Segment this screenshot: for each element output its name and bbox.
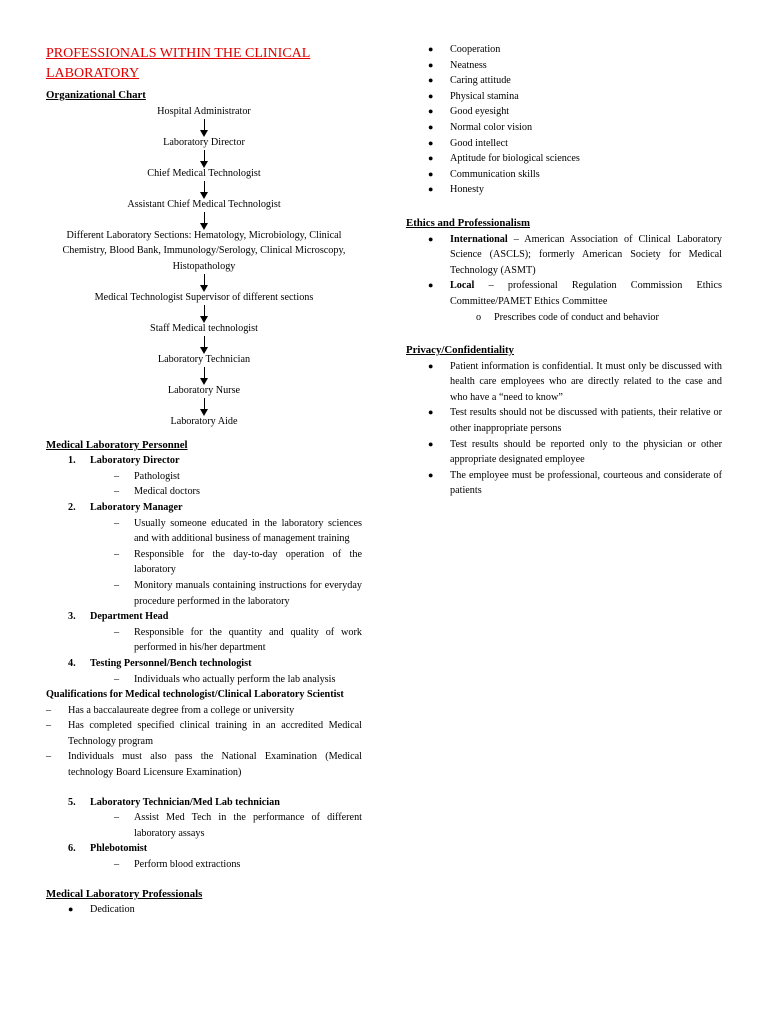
qualifications-list bbox=[46, 703, 362, 781]
qualifications-heading: Qualifications for Medical technologist/Clinical Laboratory Scientist bbox=[46, 689, 344, 701]
list-item: o Prescribes code of conduct and behavior bbox=[476, 311, 659, 323]
list-item: – Pathologist bbox=[114, 470, 180, 482]
list-item: – Has a baccalaureate degree from a college or university bbox=[46, 704, 295, 716]
professionals-heading: Medical Laboratory Professionals bbox=[46, 887, 203, 900]
list-item: ● Physical stamina bbox=[428, 90, 519, 102]
org-node-lab-aide: Laboratory Aide bbox=[170, 415, 238, 427]
list-item: – Monitory manuals containing instructions for everyday procedure performed in the laboratory bbox=[114, 579, 362, 607]
list-item: 4. Testing Personnel/Bench technologist bbox=[68, 657, 252, 669]
list-item: – Responsible for the quantity and quality of work performed in his/her department bbox=[114, 626, 362, 654]
org-node-lab-sections: Different Laboratory Sections: Hematology, Microbiology, Clinical Chemistry, Blood Bank, Immunology/Serology, Clinical Microscopy, Histopathology bbox=[62, 229, 346, 272]
list-item: ● Aptitude for biological sciences bbox=[428, 153, 580, 165]
list-item: – Individuals who actually perform the lab analysis bbox=[114, 673, 336, 685]
traits-list bbox=[406, 42, 722, 198]
left-column bbox=[46, 42, 362, 918]
list-item: ● Normal color vision bbox=[428, 121, 533, 133]
org-node-staff-medtech: Staff Medical technologist bbox=[150, 322, 258, 334]
list-item: ● The employee must be professional, courteous and considerate of patients bbox=[428, 469, 722, 497]
org-node-chief-medtech: Chief Medical Technologist bbox=[147, 167, 261, 179]
list-item: ● Neatness bbox=[428, 59, 487, 71]
list-item: ● Test results should not be discussed with patients, their relative or other inappropriate persons bbox=[428, 407, 722, 435]
list-item: ● Local – professional Regulation Commission Ethics Committee/PAMET Ethics Committee bbox=[428, 280, 722, 307]
org-chart bbox=[46, 104, 362, 427]
page-title: PROFESSIONALS WITHIN THE CLINICAL LABORATORY bbox=[46, 46, 311, 81]
list-item: ● Patient information is confidential. It must only be discussed with health care employees who are directly related to the case and who have a “need to know” bbox=[428, 360, 722, 403]
list-item: ● Communication skills bbox=[428, 168, 540, 180]
list-item: – Assist Med Tech in the performance of different laboratory assays bbox=[114, 812, 362, 839]
org-chart-heading: Organizational Chart bbox=[46, 89, 146, 101]
traits-list-start bbox=[46, 902, 362, 918]
list-item: ● Test results should be reported only to the physician or other appropriate designated employee bbox=[428, 438, 722, 466]
org-node-lab-technician: Laboratory Technician bbox=[157, 353, 251, 365]
ethics-list bbox=[406, 232, 722, 326]
list-item: ● Good eyesight bbox=[428, 106, 510, 118]
org-node-laboratory-director: Laboratory Director bbox=[163, 136, 245, 148]
org-node-assistant-chief: Assistant Chief Medical Technologist bbox=[127, 198, 281, 210]
list-item: 5. Laboratory Technician/Med Lab technician bbox=[68, 796, 280, 808]
list-item: – Has completed specified clinical training in an accredited Medical Technology program bbox=[46, 720, 362, 747]
org-node-medtech-supervisor: Medical Technologist Supervisor of different sections bbox=[94, 291, 314, 303]
list-item: 3. Department Head bbox=[68, 611, 169, 623]
list-item: – Medical doctors bbox=[114, 486, 200, 498]
org-node-lab-nurse: Laboratory Nurse bbox=[167, 384, 241, 396]
privacy-list bbox=[406, 359, 722, 499]
privacy-heading: Privacy/Confidentiality bbox=[406, 344, 514, 357]
org-node-hospital-administrator: Hospital Administrator bbox=[157, 105, 251, 117]
personnel-list-continued bbox=[46, 795, 362, 873]
list-item: ● Honesty bbox=[428, 184, 484, 196]
personnel-list bbox=[46, 453, 362, 687]
ethics-heading: Ethics and Professionalism bbox=[406, 216, 530, 229]
personnel-heading: Medical Laboratory Personnel bbox=[46, 438, 188, 451]
list-item: – Responsible for the day-to-day operation of the laboratory bbox=[114, 548, 362, 576]
list-item: – Individuals must also pass the National Examination (Medical technology Board Licensure Examination) bbox=[46, 751, 362, 779]
list-item: – Perform blood extractions bbox=[114, 859, 241, 871]
list-item: ● International – American Association of Clinical Laboratory Science (ASCLS); formerly American Society for Medical Technology (ASMT) bbox=[428, 233, 723, 276]
list-item: ● Caring attitude bbox=[428, 75, 511, 87]
list-item: ● Good intellect bbox=[428, 137, 508, 149]
list-item: 1. Laboratory Director bbox=[68, 455, 180, 467]
list-item: 2. Laboratory Manager bbox=[68, 501, 183, 513]
list-item: ● Cooperation bbox=[428, 44, 501, 55]
list-item: ● Dedication bbox=[68, 904, 135, 916]
right-column bbox=[406, 42, 722, 499]
list-item: 6. Phlebotomist bbox=[68, 843, 148, 855]
list-item: – Usually someone educated in the laboratory sciences and with additional business of management training bbox=[114, 517, 362, 545]
